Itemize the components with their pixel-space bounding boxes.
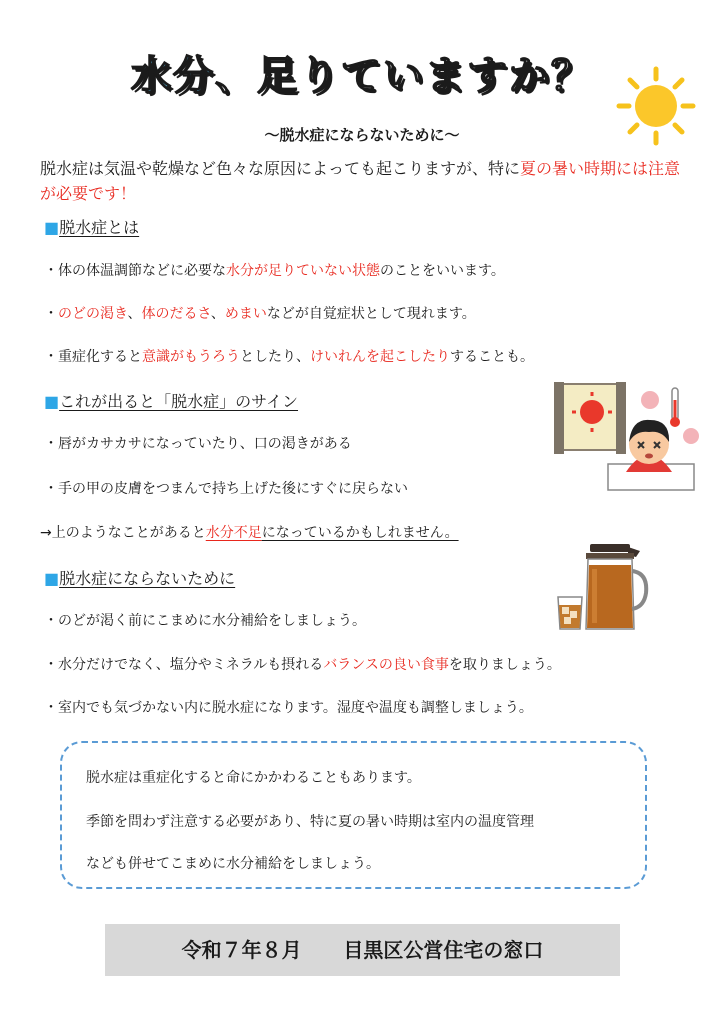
- highlight-text: けいれんを起こしたり: [310, 349, 450, 365]
- bullet-symptoms: ・のどの渇き、体のだるさ、めまいなどが自覚症状として現れます。: [44, 306, 476, 322]
- bullet-sign-lips: ・唇がカサカサになっていたり、口の渇きがある: [44, 436, 352, 452]
- bullet-definition: ・体の体温調節などに必要な水分が足りていない状態のことをいいます。: [44, 263, 505, 279]
- title-highlight: 水分: [131, 53, 215, 99]
- section-marker: ■: [44, 569, 60, 588]
- section-heading-text: これが出ると「脱水症」のサイン: [59, 392, 299, 411]
- bullet-conclusion: →上のようなことがあると水分不足になっているかもしれません。: [40, 525, 459, 541]
- section-heading-text: 脱水症にならないために: [59, 569, 236, 588]
- footer-organization: 目黒区公営住宅の窓口: [343, 938, 544, 962]
- section-marker: ■: [44, 392, 60, 411]
- intro-text: [40, 156, 690, 206]
- highlight-text: バランスの良い食事: [323, 657, 449, 673]
- bullet-severe: ・重症化すると意識がもうろうとしたり、けいれんを起こしたりすることも。: [44, 349, 534, 365]
- bullet-sign-skin: ・手の甲の皮膚をつまんで持ち上げた後にすぐに戻らない: [44, 481, 408, 497]
- section-heading-prevention: [44, 566, 235, 589]
- intro-highlight: 夏の暑い時期には注意が必要です！: [40, 159, 681, 203]
- bullet-indoor: ・室内でも気づかない内に脱水症になります。湿度や温度も調整しましょう。: [44, 700, 533, 716]
- hot-person-illustration: [554, 380, 702, 494]
- subtitle: ～脱水症にならないために～: [264, 126, 460, 144]
- highlight-text: 意識がもうろう: [142, 349, 240, 365]
- note-line: 脱水症は重症化すると命にかかわることもあります。: [86, 770, 421, 786]
- section-heading-about: [44, 215, 139, 238]
- title-rest: 、足りていますか？: [215, 53, 593, 99]
- footer-banner: [105, 924, 620, 976]
- note-line: 季節を問わず注意する必要があり、特に夏の暑い時期は室内の温度管理: [86, 814, 534, 830]
- bullet-balanced-diet: ・水分だけでなく、塩分やミネラルも摂れるバランスの良い食事を取りましょう。: [44, 657, 561, 673]
- highlight-text: めまい: [224, 306, 267, 322]
- iced-tea-illustration: [554, 541, 650, 633]
- footer-date: 令和７年８月: [181, 938, 302, 962]
- highlight-text: 水分が足りていない状態: [226, 263, 380, 279]
- bullet-hydrate: ・のどが渇く前にこまめに水分補給をしましょう。: [44, 613, 366, 629]
- intro-text-part: 脱水症は気温や乾燥など色々な原因によっても起こりますが、特に: [40, 159, 521, 178]
- highlight-text: のどの渇き: [58, 306, 128, 322]
- highlight-text: 水分不足: [205, 525, 262, 541]
- section-heading-text: 脱水症とは: [59, 218, 140, 237]
- section-marker: ■: [44, 218, 60, 237]
- section-heading-signs: [44, 389, 298, 412]
- note-line: なども併せてこまめに水分補給をしましょう。: [86, 856, 380, 872]
- highlight-text: 体のだるさ: [141, 306, 211, 322]
